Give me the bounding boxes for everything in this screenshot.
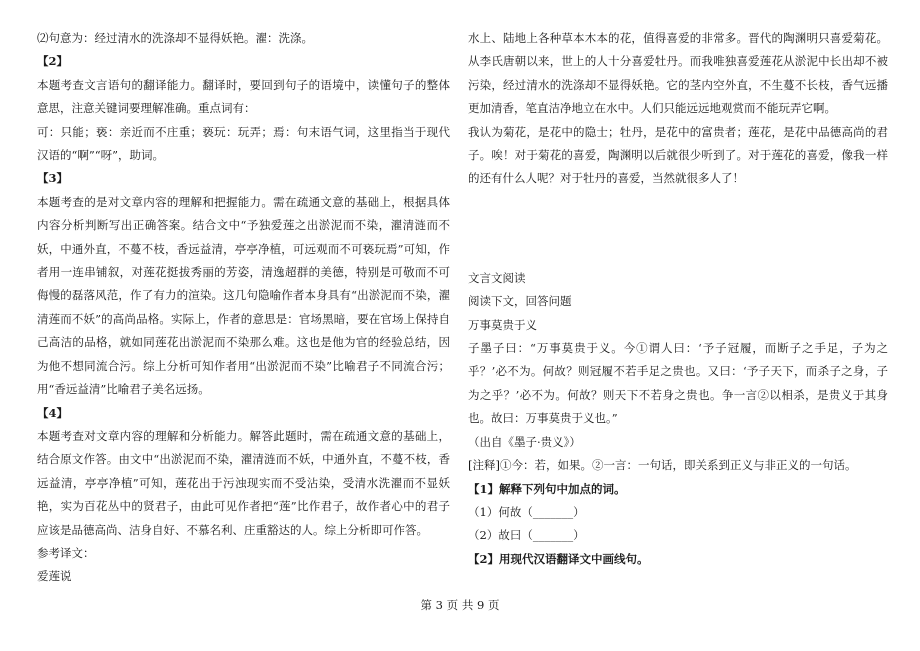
paragraph: 爱莲说 xyxy=(37,569,72,584)
paragraph: 【1】解释下列句中加点的词。 xyxy=(468,481,626,496)
paragraph: 本题考查文言语句的翻译能力。翻译时，要回到句子的语境中，读懂句子的整体意思，注意关键词要理解准确。重点词有： xyxy=(37,77,450,116)
paragraph: 子墨子曰：“万事莫贵于义。今①谓人曰：‘予子冠履，而断子之手足，子为之乎？’必不为。何故？则冠履不若手足之贵也。又曰：‘予子天下，而杀子之身，子为之乎？’必不为。何故？则天下不若身之贵也。争一言②以相杀，是贵义于其身也。故曰：万事莫贵于义也。” xyxy=(468,341,888,426)
paragraph: 我认为菊花，是花中的隐士；牡丹，是花中的富贵者；莲花，是花中品德高尚的君子。唉！对于菊花的喜爱，陶渊明以后就很少听到了。对于莲花的喜爱，像我一样的还有什么人呢？对于牡丹的喜爱，当然就很多人了！ xyxy=(468,124,888,186)
paragraph: （2）故曰（_______） xyxy=(468,528,585,543)
left-column xyxy=(37,27,450,589)
paragraph: （1）何故（_______） xyxy=(468,504,585,519)
paragraph: 【2】用现代汉语翻译文中画线句。 xyxy=(468,551,649,566)
paragraph: 【2】 xyxy=(37,54,69,69)
right-column xyxy=(468,27,888,571)
page-number: 第 3 页 共 9 页 xyxy=(420,598,500,612)
paragraph: 【3】 xyxy=(37,171,69,186)
paragraph: 参考译文： xyxy=(37,545,95,560)
paragraph: [注释]①今：若，如果。②一言：一句话，即关系到正义与非正义的一句话。 xyxy=(468,458,857,473)
paragraph: 可：只能；亵：亲近而不庄重；亵玩：玩弄；焉：句末语气词，这里指当于现代汉语的“啊”“呀”，助词。 xyxy=(37,124,450,163)
paragraph: 万事莫贵于义 xyxy=(468,317,537,332)
paragraph: 【4】 xyxy=(37,405,69,420)
paragraph: 本题考查的是对文章内容的理解和把握能力。需在疏通文意的基础上，根据具体内容分析判断写出正确答案。结合文中“予独爱莲之出淤泥而不染，濯清涟而不妖，中通外直，不蔓不枝，香远益清，亭亭净植，可远观而不可亵玩焉”可知，作者用一连串铺叙，对莲花挺拔秀丽的芳姿，清逸超群的美德，特别是可敬而不可侮慢的磊落风范，作了有力的渲染。这几句隐喻作者本身具有“出淤泥而不染，濯清莲而不妖”的高尚品格。实际上，作者的意思是：官场黑暗，要在官场上保持自己高洁的品格，就如同莲花出淤泥而不染那么难。这也是他为官的经验总结，因为他不想同流合污。综上分析可知作者用“出淤泥而不染”比喻君子不同流合污；用“香远益清”比喻君子美名远扬。 xyxy=(37,194,450,397)
paragraph: 文言文阅读 xyxy=(468,270,526,285)
paragraph: 本题考查对文章内容的理解和分析能力。解答此题时，需在疏通文意的基础上，结合原文作答。由文中“出淤泥而不染，濯清涟而不妖，中通外直，不蔓不枝，香远益清，亭亭净植”可知，莲花出于污浊现实而不受沾染，受清水洗濯而不显妖艳，实为百花丛中的贤君子，由此可见作者把“莲”比作君子，故作者心中的君子应该是品德高尚、洁身自好、不慕名利、庄重豁达的人。综上分析即可作答。 xyxy=(37,428,450,537)
paragraph: ⑵句意为：经过清水的洗涤却不显得妖艳。濯：洗涤。 xyxy=(37,31,313,45)
paragraph: （出自《墨子·贵义》） xyxy=(468,434,581,449)
paragraph: 水上、陆地上各种草本木本的花，值得喜爱的非常多。晋代的陶渊明只喜爱菊花。从李氏唐朝以来，世上的人十分喜爱牡丹。而我唯独喜爱莲花从淤泥中长出却不被污染，经过清水的洗涤却不显得妖艳。它的茎内空外直，不生蔓不长枝，香气远播更加清香，笔直洁净地立在水中。人们只能远远地观赏而不能玩弄它啊。 xyxy=(468,31,888,116)
paragraph: 阅读下文，回答问题 xyxy=(468,294,572,309)
